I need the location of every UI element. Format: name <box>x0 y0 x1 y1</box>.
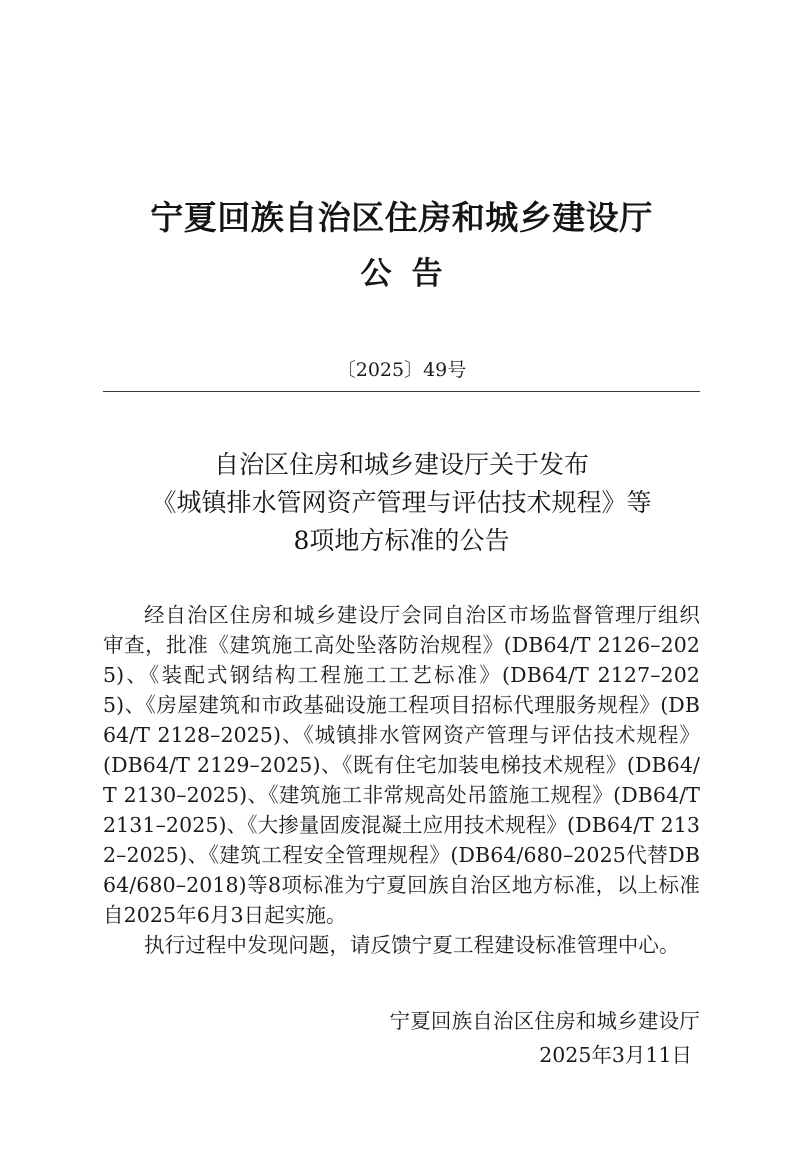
signature-block <box>103 1006 700 1070</box>
subtitle-line-3: 8项地方标准的公告 <box>293 526 510 555</box>
masthead <box>103 196 700 294</box>
subtitle-line-1: 自治区住房和城乡建设厅关于发布 <box>213 450 589 479</box>
body-paragraph-feedback: 执行过程中发现问题，请反馈宁夏工程建设标准管理中心。 <box>144 933 680 957</box>
announcement-subtitle <box>103 446 700 560</box>
body-paragraph-standards-list: 经自治区住房和城乡建设厅会同自治区市场监督管理厅组织审查，批准《建筑施工高处坠落防治规程》(DB64/T 2126–2025)、《装配式钢结构工程施工工艺标准》(DB64/T 2127–2025)、《房屋建筑和市政基础设施工程项目招标代理服务规程》(DB64/T 2128–2025)、《城镇排水管网资产管理与评估技术规程》(DB64/T 2129–2025)、《既有住宅加装电梯技术规程》(DB64/T 2130–2025)、《建筑施工非常规高处吊篮施工规程》(DB64/T 2131–2025)、《大掺量固废混凝土应用技术规程》(DB64/T 2132–2025)、《建筑工程安全管理规程》(DB64/680–2025代替DB64/680–2018)等8项标准为宁夏回族自治区地方标准，以上标准自2025年6月3日起实施。 <box>103 603 700 927</box>
issuing-organization-title: 宁夏回族自治区住房和城乡建设厅 <box>150 198 653 237</box>
subtitle-line-2: 《城镇排水管网资产管理与评估技术规程》等 <box>151 488 652 517</box>
signature-organization: 宁夏回族自治区住房和城乡建设厅 <box>389 1009 700 1033</box>
document-number: 〔2025〕49号 <box>336 359 467 381</box>
signature-date: 2025年3月11日 <box>539 1043 692 1067</box>
document-type-heading: 公告 <box>360 256 463 292</box>
masthead-divider <box>103 391 700 392</box>
announcement-body <box>103 600 700 960</box>
